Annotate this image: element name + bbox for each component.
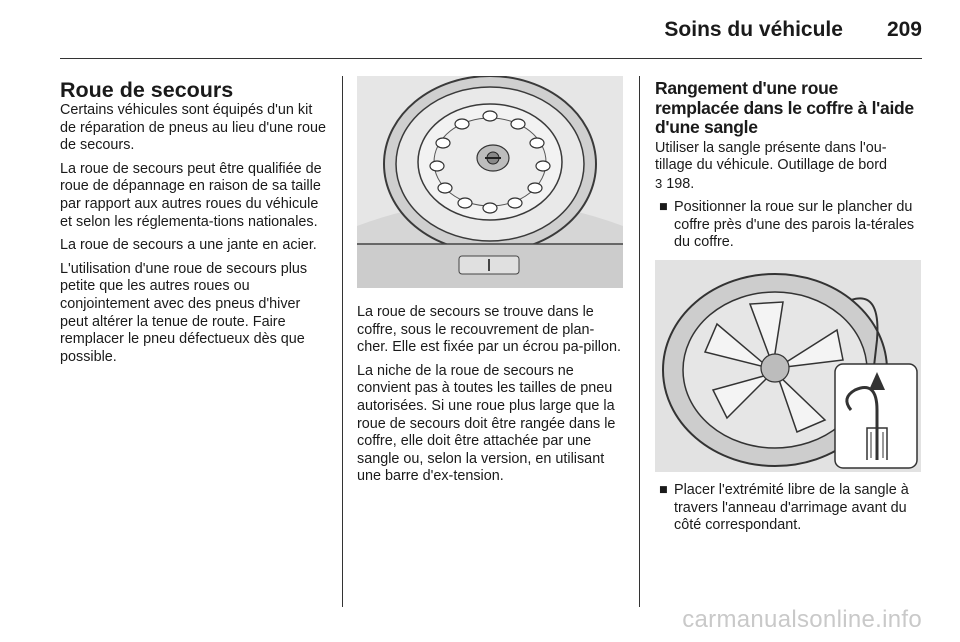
- heading-spare-wheel: Roue de secours: [60, 78, 234, 102]
- paragraph: L'utilisation d'une roue de secours plus petite que les autres roues ou conjointement avec des pneus d'hiver peut altérer la tenue de route. Faire remplacer le pneu défectueux dès que possible.: [60, 260, 308, 365]
- page-number: 209: [886, 18, 922, 41]
- strap-illustration: [655, 260, 921, 472]
- list-item: ■ Positionner la roue sur le plancher du coffre près d'une des parois la-térales du coffre.: [659, 199, 915, 251]
- column-divider: [639, 76, 640, 607]
- column-right: [655, 76, 921, 541]
- header-rule: [60, 58, 922, 59]
- square-bullet-icon: ■: [659, 482, 668, 499]
- paragraph: La roue de secours a une jante en acier.: [60, 237, 317, 254]
- watermark: carmanualsonline.info: [682, 606, 922, 633]
- list-item: ■ Placer l'extrémité libre de la sangle à travers l'anneau d'arrimage avant du côté correspondant.: [659, 482, 909, 534]
- column-divider: [342, 76, 343, 607]
- page-reference[interactable]: 198.: [666, 175, 695, 192]
- paragraph: [655, 140, 921, 194]
- paragraph: Certains véhicules sont équipés d'un kit de réparation de pneus au lieu d'une roue de secours.: [60, 102, 326, 154]
- paragraph: La roue de secours se trouve dans le coffre, sous le recouvrement de plan-cher. Elle est fixée par un écrou pa-pillon.: [357, 304, 621, 356]
- square-bullet-icon: ■: [659, 199, 668, 216]
- instruction-list: [655, 199, 921, 252]
- section-title: Soins du véhicule: [664, 18, 843, 41]
- page-header: [664, 18, 922, 42]
- reference-arrow-icon: 3: [655, 175, 663, 191]
- paragraph: La roue de secours peut être qualifiée de roue de dépannage en raison de sa taille par rapport aux autres roues du véhicule et selon les réglementa-tions nationales.: [60, 160, 322, 230]
- intro-text: Utiliser la sangle présente dans l'ou-tillage du véhicule. Outillage de bord: [655, 139, 887, 174]
- instruction-list: [655, 482, 921, 535]
- column-middle: [357, 76, 623, 492]
- paragraph: La niche de la roue de secours ne convient pas à toutes les tailles de pneu autorisées. Si une roue plus large que la roue de secours doit être rangée dans le coffre, elle doit être attachée par une sangle ou, selon la version, en utilisant une barre d'ex-tension.: [357, 362, 616, 485]
- column-left: [60, 76, 328, 372]
- heading-stowing-wheel: Rangement d'une roue remplacée dans le coffre à l'aide d'une sangle: [655, 78, 914, 137]
- spare-wheel-illustration: [357, 76, 623, 288]
